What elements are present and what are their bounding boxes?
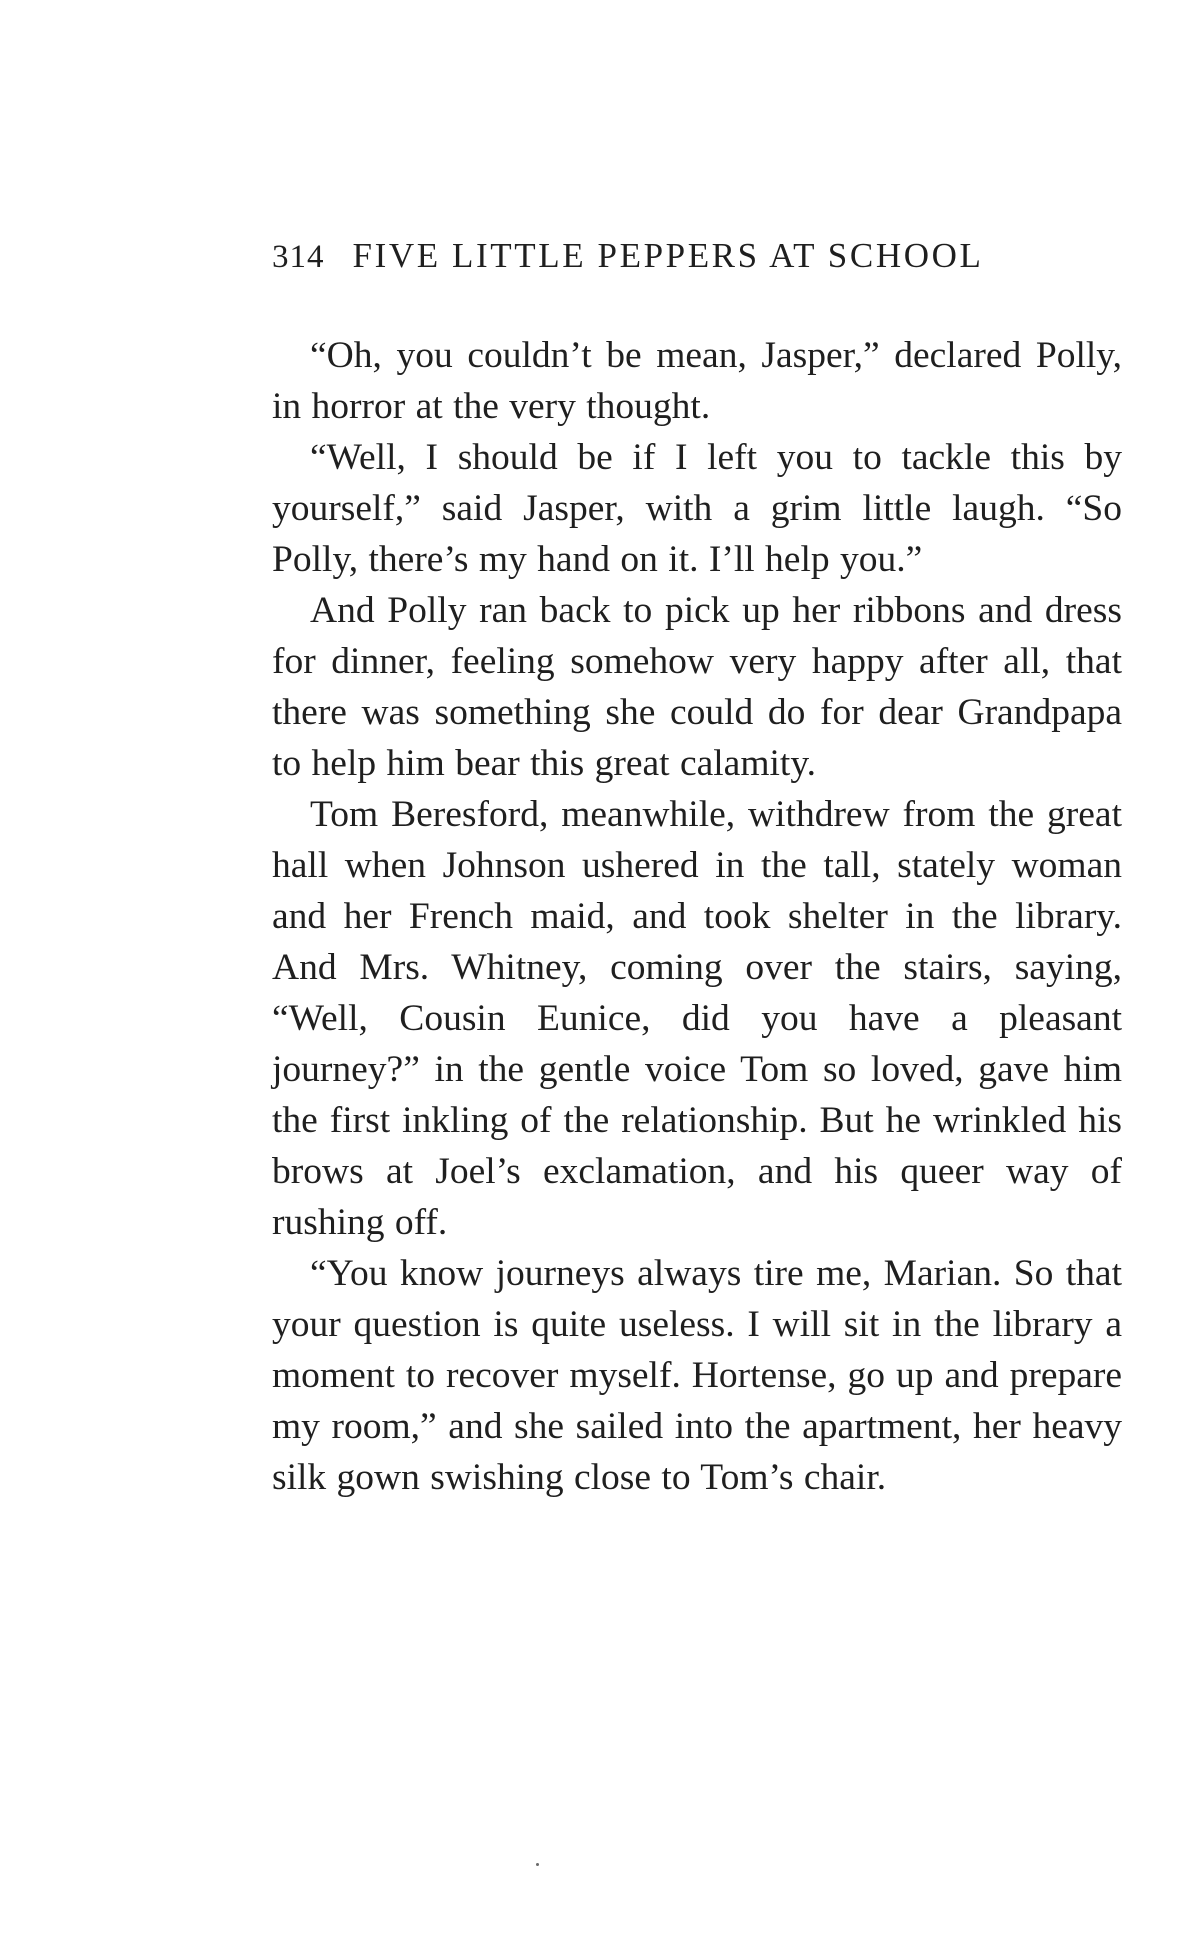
ink-speck	[536, 1863, 539, 1866]
paragraph: “Oh, you couldn’t be mean, Jasper,” declared Polly, in horror at the very thought.	[272, 335, 1122, 427]
paragraph: “You know journeys always tire me, Marian. So that your question is quite useless. I will sit in the library a moment to recover myself. Hortense, go up and prepare my room,” and she sailed into the apartment, her heavy silk gown swishing close to Tom’s chair.	[272, 1253, 1122, 1498]
page-number: 314	[272, 239, 325, 275]
paragraph: And Polly ran back to pick up her ribbons and dress for dinner, feeling somehow very happy after all, that there was something she could do for dear Grandpapa to help him bear this great calamity.	[272, 590, 1122, 784]
book-title: FIVE LITTLE PEPPERS AT SCHOOL	[352, 236, 984, 275]
paragraph: “Well, I should be if I left you to tackle this by yourself,” said Jasper, with a grim little laugh. “So Polly, there’s my hand on it. I’ll help you.”	[272, 437, 1122, 580]
body-text	[272, 330, 1122, 1503]
paragraph: Tom Beresford, meanwhile, withdrew from the great hall when Johnson ushered in the tall, stately woman and her French maid, and took shelter in the library. And Mrs. Whitney, coming over the stairs, saying, “Well, Cousin Eunice, did you have a pleasant journey?” in the gentle voice Tom so loved, gave him the first inkling of the relationship. But he wrinkled his brows at Joel’s exclamation, and his queer way of rushing off.	[272, 794, 1122, 1243]
running-header	[272, 236, 1122, 280]
